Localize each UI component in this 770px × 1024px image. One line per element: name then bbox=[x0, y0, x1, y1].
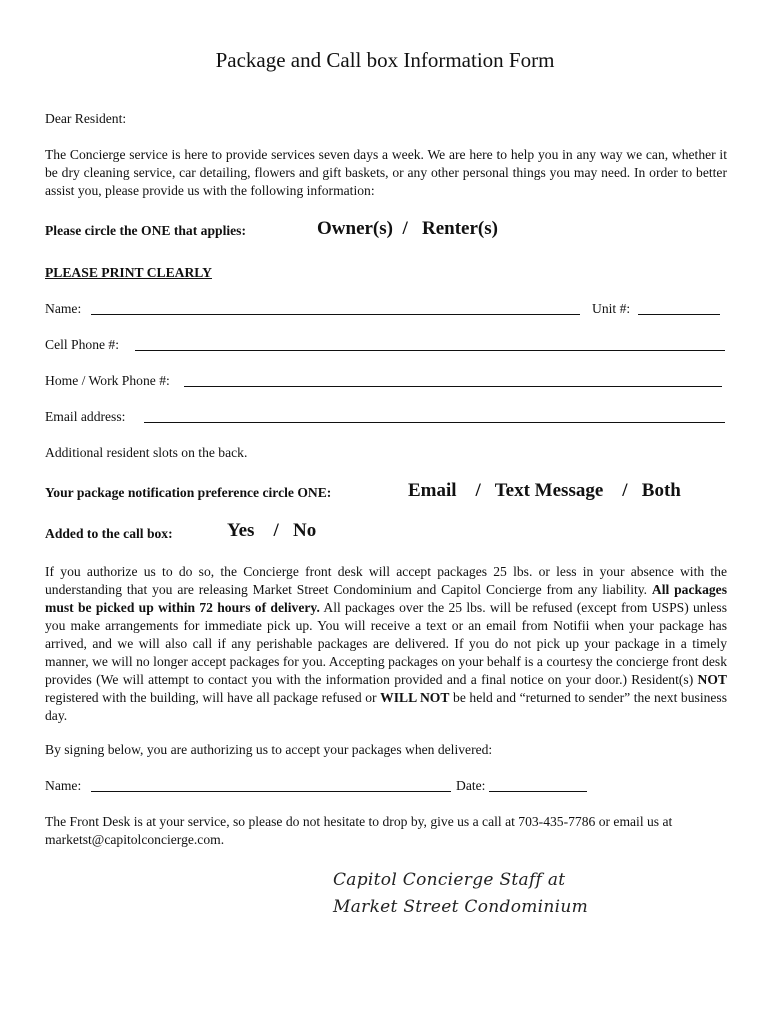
callbox-label: Added to the call box: bbox=[45, 526, 173, 541]
callbox-options[interactable]: Yes / No bbox=[227, 520, 317, 541]
signature-name-label: Name: bbox=[45, 778, 82, 793]
print-clearly-heading: PLEASE PRINT CLEARLY bbox=[45, 265, 212, 280]
cell-phone-field[interactable] bbox=[135, 350, 725, 351]
owner-renter-options[interactable]: Owner(s) / Renter(s) bbox=[317, 218, 498, 239]
name-field[interactable] bbox=[91, 314, 580, 315]
authorization-paragraph: If you authorize us to do so, the Concierge front desk will accept packages 25 lbs. or less in your absence with the understanding that you are releasing Market Street Condominium and Capitol Concierge from any liability. All packages must be picked up within 72 hours of delivery. All packages over the 25 lbs. will be refused (except from USPS) unless you make arrangements for immediate pick up. You will receive a text or an email from Notifii when your package has arrived, and we will also call if any perishable packages are delivered. If you do not pick up your package in a timely manner, we will no longer accept packages for you. Accepting packages on your behalf is a courtesy the concierge front desk provides (We will attempt to contact you with the information provided and a final notice on your door.) Resident(s) NOT registered with the building, will have all package refused or WILL NOT be held and “returned to sender” the next business day. bbox=[45, 564, 728, 723]
signature-line-2: Market Street Condominium bbox=[333, 897, 589, 917]
additional-slots-note: Additional resident slots on the back. bbox=[45, 445, 248, 460]
signature-line-1: Capitol Concierge Staff at bbox=[333, 870, 566, 890]
date-label: Date: bbox=[456, 778, 486, 793]
name-label: Name: bbox=[45, 301, 82, 316]
preference-label: Your package notification preference circle ONE: bbox=[45, 485, 332, 500]
home-work-phone-label: Home / Work Phone #: bbox=[45, 373, 170, 388]
preference-options[interactable]: Email / Text Message / Both bbox=[408, 480, 681, 501]
cell-phone-label: Cell Phone #: bbox=[45, 337, 120, 352]
date-field[interactable] bbox=[489, 791, 587, 792]
home-work-phone-field[interactable] bbox=[184, 386, 722, 387]
form-title: Package and Call box Information Form bbox=[215, 48, 555, 72]
intro-paragraph: The Concierge service is here to provide services seven days a week. We are here to help you in any way we can, whether it be dry cleaning service, car detailing, flowers and gift baskets, or any other personal things you may need. In order to better assist you, please provide us with the following information: bbox=[45, 147, 727, 198]
signing-statement: By signing below, you are authorizing us to accept your packages when delivered: bbox=[45, 742, 493, 757]
greeting: Dear Resident: bbox=[45, 111, 127, 126]
front-desk-paragraph: The Front Desk is at your service, so please do not hesitate to drop by, give us a call at 703-435-7786 or email us at marketst@capitolconcierge.com. bbox=[45, 814, 673, 847]
email-field[interactable] bbox=[144, 422, 725, 423]
signature-name-field[interactable] bbox=[91, 791, 451, 792]
circle-label: Please circle the ONE that applies: bbox=[45, 223, 246, 238]
email-label: Email address: bbox=[45, 409, 126, 424]
unit-label: Unit #: bbox=[592, 301, 631, 316]
unit-field[interactable] bbox=[638, 314, 720, 315]
